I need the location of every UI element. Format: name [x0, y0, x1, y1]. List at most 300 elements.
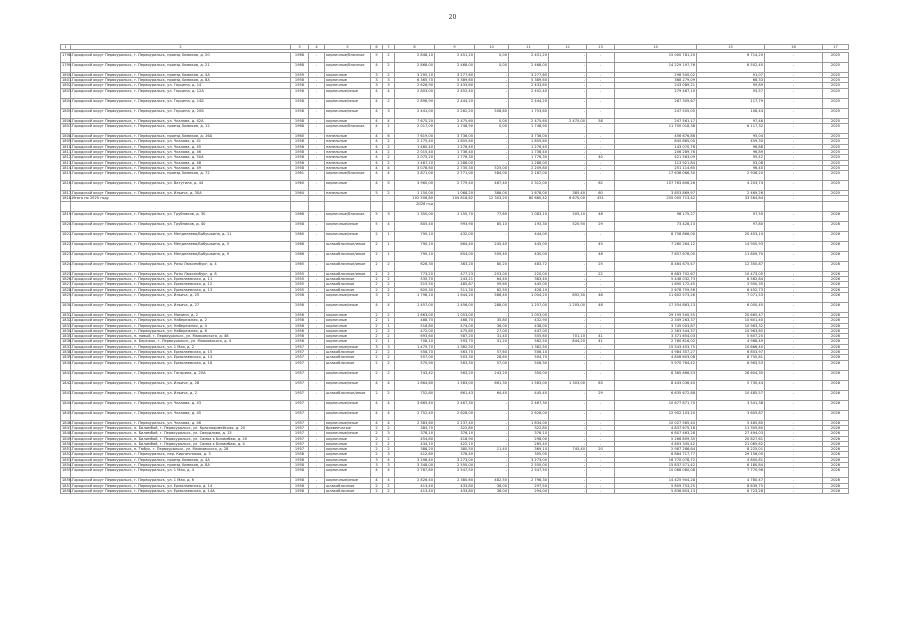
table-cell: 99,60 [475, 282, 509, 287]
table-cell: 3 605,87 [697, 410, 765, 420]
table-cell: 1814. [62, 165, 73, 170]
table-cell: - [309, 231, 325, 241]
table-cell: 1 748,90 [435, 124, 475, 134]
table-cell: 2 [383, 292, 395, 302]
table-cell: 4 [383, 380, 395, 390]
table-cell: 12 303,20 [475, 196, 509, 201]
table-cell: 1 776,30 [509, 155, 549, 160]
table-cell: - [475, 83, 509, 88]
table-cell: 102 506,80 [395, 196, 435, 201]
table-cell: 2 [371, 287, 383, 292]
table-cell: - [309, 468, 325, 478]
table-cell: 3 [383, 431, 395, 436]
table-cell: - [765, 447, 823, 452]
table-cell: 2026 [823, 241, 849, 251]
table-cell: 563,20 [435, 370, 475, 380]
table-row [61, 380, 849, 390]
table-cell: 2025 [823, 118, 849, 123]
table-cell: 2025 [823, 134, 849, 139]
table-cell: 1 350,00 [395, 211, 435, 221]
table-cell [765, 201, 823, 211]
table-cell: 2 349 263,37 [615, 318, 697, 323]
table-cell: 10 485,57 [697, 390, 765, 400]
table-cell: Городской округ Первоуральск, г. Первоуральск, ул. Герцена, д. 20Б [71, 108, 291, 118]
table-cell: Городской округ Первоуральск, г. Первоуральск, проезд Химиков, д. 8А [71, 462, 291, 467]
table-cell: 1 776,30 [435, 155, 475, 160]
table-cell: 412,60 [395, 452, 435, 457]
table-cell: 1 475,70 [395, 344, 435, 349]
table-cell: кирпичные [325, 468, 371, 478]
column-number: 2 [71, 45, 291, 50]
table-cell: 2026 [823, 488, 849, 493]
column-number: 5 [325, 45, 371, 50]
table-cell: кирпичные/иные [325, 108, 371, 118]
table-cell: Городской округ Первоуральск, п. новый, г. Первоуральск, ул. Маяковского, д. 48 [71, 334, 291, 339]
table-cell [61, 201, 71, 211]
table-cell: - [475, 88, 509, 98]
table-cell: - [549, 312, 587, 317]
table-cell: 8 443 036,40 [615, 380, 697, 390]
table-cell: 96,40 [697, 165, 765, 170]
table-cell: 4 [371, 181, 383, 191]
table-cell: - [309, 344, 325, 349]
table-cell: Городской округ Первоуральск, г. Первоуральск, ул. Ермолаевская, д. 16 [71, 360, 291, 370]
table-cell: Городской округ Первоуральск, г. Первоуральск, ул. Ильича, д. 25 [71, 292, 291, 302]
table-cell: 2 [383, 72, 395, 77]
table-cell: кирпичные/иные [325, 370, 371, 380]
table-cell: 93,08 [697, 160, 765, 165]
table-cell: 2 [383, 390, 395, 400]
table-cell: 21 065,62 [697, 441, 765, 446]
table-cell: 3 277,60 [435, 72, 475, 77]
table-cell: 82,50 [475, 287, 509, 292]
table-cell: 1958 [291, 165, 309, 170]
table-cell: 2 475,60 [435, 118, 475, 123]
table-cell: 2026 [823, 410, 849, 420]
table-cell: - [587, 436, 615, 441]
table-cell: 6 117,32 [697, 124, 765, 134]
table-cell: - [587, 370, 615, 380]
table-cell: - [765, 282, 823, 287]
table-cell: - [765, 318, 823, 323]
table-cell: 48 [587, 302, 615, 312]
table-cell: 2025 [823, 139, 849, 144]
table-cell: 3 [383, 78, 395, 83]
table-cell: 1831. [62, 312, 73, 317]
table-cell: - [765, 196, 823, 201]
table-cell: 98 175,27 [615, 211, 697, 221]
table-cell: - [587, 108, 615, 118]
table-cell: 2 [383, 62, 395, 72]
table-cell: Городской округ Первоуральск, г. Первоуральск, ул. Чкалова, д. 49 [71, 165, 291, 170]
table-cell: 2025 [823, 124, 849, 134]
table-cell: 1825. [62, 271, 73, 276]
table-cell: 2 780 816,02 [615, 339, 697, 344]
table-cell: кирпичные/иные [325, 231, 371, 241]
table-cell: 1824. [61, 261, 71, 271]
table-cell: 35,80 [475, 318, 509, 323]
table-cell: - [587, 323, 615, 328]
table-cell: 2 547,50 [509, 468, 549, 478]
table-cell [371, 201, 383, 211]
table-cell: 2 752,40 [395, 410, 435, 420]
table-cell: 2 771,00 [435, 171, 475, 181]
table-cell: 1847. [62, 425, 73, 430]
table-cell: 2025 [823, 181, 849, 191]
table-cell: 4 [383, 118, 395, 123]
table-cell: 64,40 [475, 277, 509, 282]
table-cell: 2 628,00 [435, 410, 475, 420]
table-cell: 2 [371, 251, 383, 261]
page-number: 20 [448, 14, 457, 21]
table-cell: 2 017,00 [395, 124, 435, 134]
table-cell: 4 [383, 410, 395, 420]
table-cell: кирпичные/иные [325, 478, 371, 483]
table-cell: 790,10 [395, 241, 435, 251]
table-cell: 1 [383, 318, 395, 323]
table-cell: панельные [325, 144, 371, 149]
table-cell: 1958 [291, 83, 309, 88]
table-cell: - [309, 370, 325, 380]
table-cell: 14 950,93 [697, 241, 765, 251]
table-cell: 2 [383, 261, 395, 271]
table-cell: 95,04 [697, 134, 765, 139]
table-cell: 4 [371, 400, 383, 410]
table-cell: - [549, 261, 587, 271]
table-cell: - [765, 431, 823, 436]
table-cell: 1852. [62, 452, 73, 457]
table-cell: 386,20 [395, 447, 435, 452]
table-cell: 535,70 [395, 277, 435, 282]
table-cell: 1 690 172,45 [615, 282, 697, 287]
table-cell: - [765, 149, 823, 154]
table-row [61, 62, 849, 72]
table-cell [615, 201, 697, 211]
table-cell: - [549, 370, 587, 380]
table-cell: 255 005 713,42 [615, 196, 697, 201]
table-cell: 1 205,00 [549, 302, 587, 312]
table-cell: - [309, 400, 325, 410]
table-cell: 511,30 [435, 287, 475, 292]
table-cell [475, 201, 509, 211]
table-cell: - [475, 410, 509, 420]
table-cell: 1 834,00 [509, 420, 549, 425]
table-cell: - [309, 339, 325, 344]
table-cell: кирпичные [325, 318, 371, 323]
table-cell: 1844. [61, 400, 71, 410]
table-cell: 206 289,76 [615, 149, 697, 154]
table-cell: 1958 [291, 155, 309, 160]
table-cell: 428,10 [509, 287, 549, 292]
table-cell: 3 745 003,87 [615, 323, 697, 328]
table-cell: 2 468,00 [435, 62, 475, 72]
table-cell: Городской округ Первоуральск, г. Первоуральск, ул. Менделеева/Бабушкина, д. 11 [71, 231, 291, 241]
table-row [61, 390, 849, 400]
table-cell: 2 [371, 323, 383, 328]
table-cell: шлакоблочные [325, 355, 371, 360]
table-cell: 472,00 [395, 328, 435, 333]
table-cell: шлакоблочные [325, 483, 371, 488]
table-cell: 368 279,09 [615, 78, 697, 83]
table-row [61, 370, 849, 380]
table-cell: 1845. [61, 410, 71, 420]
table-cell: 3 078,60 [395, 165, 435, 170]
table-cell: 265,40 [509, 441, 549, 446]
table-cell: 1958 [291, 483, 309, 488]
table-cell: - [587, 425, 615, 430]
table-cell: 73 428,13 [615, 221, 697, 231]
table-cell: 4 [383, 478, 395, 483]
table-cell: 376,10 [509, 431, 549, 436]
table-cell: 1826. [62, 277, 73, 282]
table-cell: - [549, 400, 587, 410]
table-cell: 2 [371, 483, 383, 488]
table-cell: кирпичные/иные [325, 302, 371, 312]
table-cell: 1968 [291, 52, 309, 62]
table-cell: 3 298,40 [395, 457, 435, 462]
table-cell: 1958 [291, 462, 309, 467]
table-cell: 1 053,00 [509, 312, 549, 317]
table-cell: 4 [371, 420, 383, 425]
table-cell: 10 601,40 [697, 318, 765, 323]
table-cell: - [309, 88, 325, 98]
table-cell: - [309, 441, 325, 446]
table-cell: 4 [371, 98, 383, 108]
table-cell: - [309, 98, 325, 108]
table-cell: 83 [587, 380, 615, 390]
table-cell: 505,10 [549, 211, 587, 221]
table-cell: 91,07 [697, 72, 765, 77]
table-cell: - [765, 88, 823, 98]
table-cell: 279 467,10 [615, 88, 697, 98]
table-cell: 4 [383, 171, 395, 181]
table-cell: 4 [383, 468, 395, 478]
table-cell: 62 [587, 181, 615, 191]
table-cell: 6 864 717,77 [615, 452, 697, 457]
table-cell: 2026 [823, 344, 849, 349]
table-cell: 376,10 [435, 431, 475, 436]
table-cell: 380,50 [435, 447, 475, 452]
table-cell: 1839. [62, 355, 73, 360]
table-cell: 2 209,80 [509, 165, 549, 170]
table-cell: - [309, 160, 325, 165]
table-cell: 99,89 [697, 83, 765, 88]
table-cell: 4 [383, 457, 395, 462]
table-cell: 2 187,00 [509, 171, 549, 181]
table-cell: 6 502,40 [697, 62, 765, 72]
table-cell [325, 201, 371, 211]
table-cell: 2 [371, 390, 383, 400]
table-cell: 2 468,00 [509, 62, 549, 72]
table-cell: - [587, 231, 615, 241]
table-cell: - [823, 196, 849, 201]
table-cell: 1799. [61, 62, 71, 72]
table-cell: 2 [383, 334, 395, 339]
table-cell: 1835. [62, 334, 73, 339]
table-cell: - [309, 241, 325, 251]
table-cell: 1 150,00 [395, 191, 435, 196]
table-cell: 11 809,70 [697, 251, 765, 261]
table-cell: Городской округ Первоуральск, г. Первоуральск, ул. Герцена, д. 14 [71, 83, 291, 88]
table-cell: 1958 [291, 108, 309, 118]
table-cell: 1850. [62, 441, 73, 446]
table-cell: 2 547,50 [435, 468, 475, 478]
table-cell: кирпичные/иные [325, 221, 371, 231]
table-cell: 322,80 [435, 425, 475, 430]
table-cell [697, 201, 765, 211]
table-cell: 2026 [823, 271, 849, 276]
table-cell: - [309, 134, 325, 139]
table-cell: 8 484 675,47 [615, 261, 697, 271]
table-cell: 25 [587, 261, 615, 271]
table-cell: Итого по 2025 году [71, 196, 291, 201]
table-row [61, 181, 849, 191]
table-cell: Городской округ Первоуральск, г. Первоуральск, проезд Химиков, д. 4А [71, 72, 291, 77]
table-cell: Городской округ Первоуральск, г. Первоуральск, пер. Кирпичников, д. 3 [71, 452, 291, 457]
table-cell: 2026 [823, 478, 849, 483]
table-cell: - [765, 118, 823, 123]
table-cell: кирпичные [325, 312, 371, 317]
table-cell: шлакоблочные [325, 360, 371, 370]
table-cell: - [765, 334, 823, 339]
table-cell: 2 469,26 [697, 191, 765, 196]
housing-register-table [60, 44, 849, 494]
table-cell: 2 451,20 [435, 52, 475, 62]
table-cell: 5 465,80 [697, 420, 765, 425]
table-cell: 525,00 [475, 165, 509, 170]
table-cell: 1 798,10 [395, 292, 435, 302]
table-cell: 892,30 [549, 292, 587, 302]
table-row [61, 108, 849, 118]
table-cell: 383,40 [509, 277, 549, 282]
table-cell: 1812. [62, 155, 73, 160]
table-cell: 1 644,20 [435, 292, 475, 302]
table-cell: - [549, 360, 587, 370]
table-cell: - [765, 488, 823, 493]
table-cell: 10 473,00 [697, 271, 765, 276]
table-cell: - [587, 457, 615, 462]
table-cell: - [309, 312, 325, 317]
table-cell: Городской округ Первоуральск, п. Билимбай, г. Первоуральск, ул. Красноармейская, д. 20 [71, 425, 291, 430]
table-cell: 586,40 [475, 292, 509, 302]
table-cell: кирпичные [325, 78, 371, 83]
table-cell: 2 735,30 [435, 165, 475, 170]
table-cell: кирпичные/иные [325, 431, 371, 436]
table-cell: 15 543 403,75 [615, 344, 697, 349]
table-cell: 3 950,35 [697, 282, 765, 287]
table-cell: 2 [383, 155, 395, 160]
table-cell: - [309, 118, 325, 123]
table-cell: 488,70 [395, 318, 435, 323]
table-cell: кирпичные/блочные [325, 124, 371, 134]
table-cell: 3 [371, 344, 383, 349]
table-cell: 251 114,65 [615, 165, 697, 170]
table-cell: - [587, 360, 615, 370]
table-cell: 27,00 [475, 328, 509, 333]
table-cell: 2 [371, 334, 383, 339]
table-cell: 1 288,00 [435, 160, 475, 165]
table-cell: 3 [371, 457, 383, 462]
table-cell: 2 [383, 328, 395, 333]
table-cell: 1857. [62, 483, 73, 488]
table-cell: 157 763 806,26 [615, 181, 697, 191]
table-cell: Городской округ Первоуральск, г. Первоуральск, ул. Набережная, д. 6 [71, 328, 291, 333]
table-cell: 1959 [291, 72, 309, 77]
table-cell: 1 678,00 [509, 191, 549, 196]
table-cell: 1800. [62, 72, 73, 77]
table-cell: 1957 [291, 431, 309, 436]
table-cell: - [587, 78, 615, 83]
table-cell: 20 453,14 [697, 231, 765, 241]
table-cell: - [475, 134, 509, 139]
table-cell: 2 [371, 370, 383, 380]
table-cell: - [549, 124, 587, 134]
table-cell: - [765, 360, 823, 370]
table-cell: - [765, 181, 823, 191]
table-cell: 113 921,84 [615, 160, 697, 165]
table-cell: Городской округ Первоуральск, п. Билимбай, г. Первоуральск, ул. Свердлова, д. 15 [71, 431, 291, 436]
table-cell: - [549, 155, 587, 160]
table-cell: 1958 [291, 457, 309, 462]
table-cell: 3 853 869,97 [615, 191, 697, 196]
table-cell: 45 [587, 241, 615, 251]
table-cell: 2026 [823, 452, 849, 457]
table-cell: 29 195 500,55 [615, 312, 697, 317]
table-cell: кирпичные/блочные [325, 211, 371, 221]
table-cell: шлакоблочные [325, 277, 371, 282]
table-cell: 80 660,42 [509, 196, 549, 201]
table-cell: 558,70 [395, 350, 435, 355]
table-cell: 2 467,30 [509, 400, 549, 410]
table-cell: 1957 [291, 441, 309, 446]
table-cell: 10 068 080,08 [615, 468, 697, 478]
table-cell: 1956 [291, 328, 309, 333]
table-cell: 2 [383, 447, 395, 452]
table-cell: - [587, 52, 615, 62]
table-cell: 1958 [291, 221, 309, 231]
table-row [61, 124, 849, 134]
table-cell: - [549, 171, 587, 181]
table-cell: кирпичные [325, 447, 371, 452]
table-cell: 6 452,73 [697, 287, 765, 292]
table-cell: кирпичные [325, 72, 371, 77]
table-cell: - [475, 436, 509, 441]
table-cell: 57,60 [475, 350, 509, 355]
table-cell: 1836. [62, 339, 73, 344]
table-cell: - [587, 62, 615, 72]
table-cell: 2 826,40 [395, 478, 435, 483]
table-cell: 4 [371, 62, 383, 72]
table-cell: Городской округ Первоуральск, г. Первоуральск, ул. Ермолаевская, д. 13 [71, 287, 291, 292]
table-cell: 1955 [291, 282, 309, 287]
table-cell: панельные [325, 155, 371, 160]
table-cell: - [587, 160, 615, 165]
table-cell: - [549, 88, 587, 98]
table-cell: 4 800,81 [697, 457, 765, 462]
table-cell: Городской округ Первоуральск, г. Первоуральск, ул. Ватутина, д. 44 [71, 181, 291, 191]
table-cell: 1957 [291, 390, 309, 400]
table-cell: 4 [371, 410, 383, 420]
table-cell: 4 984 357,27 [615, 350, 697, 355]
table-cell: - [587, 134, 615, 139]
table-cell: - [309, 282, 325, 287]
table-cell: 1965 [291, 261, 309, 271]
table-cell: 2 015,40 [395, 149, 435, 154]
table-cell: - [587, 287, 615, 292]
table-cell: 1838. [62, 350, 73, 355]
table-cell: 2 452,40 [509, 88, 549, 98]
table-cell: шлакоблочные [325, 488, 371, 493]
